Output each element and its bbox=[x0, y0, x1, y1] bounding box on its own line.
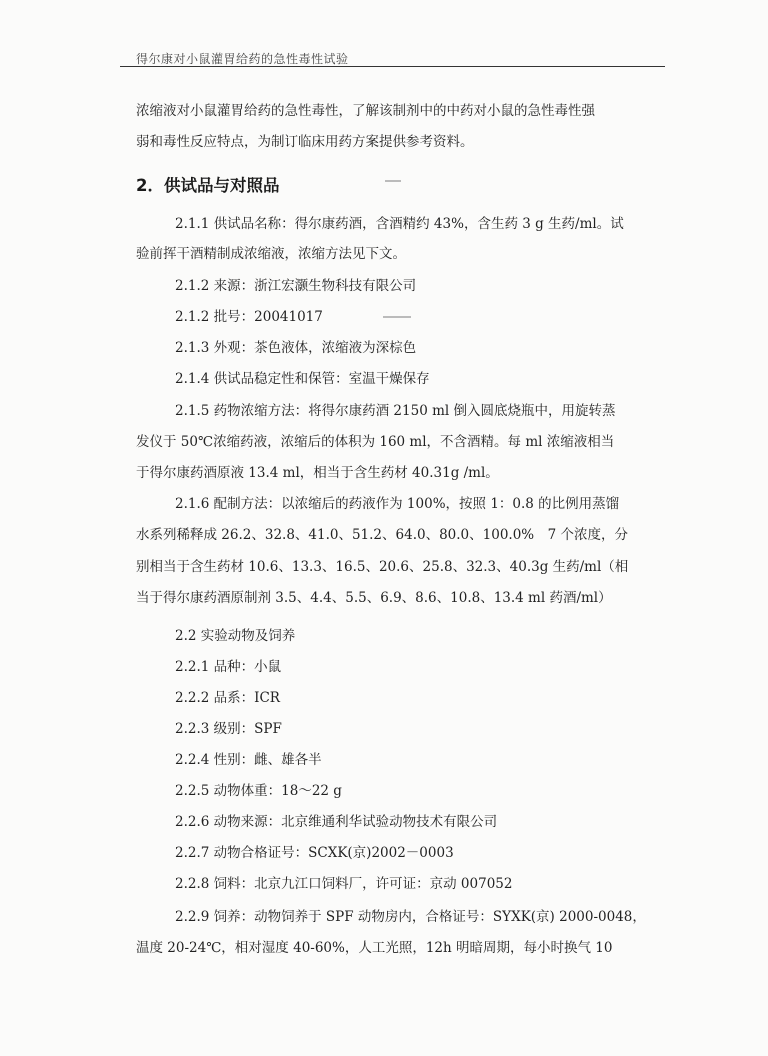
body-line: 2.1.1 供试品名称：得尔康药酒，含酒精约 43%，含生药 3 g 生药/ml。试 bbox=[175, 216, 624, 232]
body-line: 2.1.6 配制方法：以浓缩后的药液作为 100%，按照 1：0.8 的比例用蒸馏 bbox=[175, 496, 620, 512]
section-heading: 2．供试品与对照品 bbox=[136, 176, 280, 195]
body-line: 2.2.8 饲料：北京九江口饲料厂，许可证：京动 007052 bbox=[175, 876, 513, 892]
body-line: 2.1.3 外观：茶色液体，浓缩液为深棕色 bbox=[175, 340, 417, 356]
body-line: 2.2.6 动物来源：北京维通利华试验动物技术有限公司 bbox=[175, 814, 498, 830]
body-line: 验前挥干酒精制成浓缩液，浓缩方法见下文。 bbox=[136, 246, 406, 262]
running-header: 得尔康对小鼠灌胃给药的急性毒性试验 bbox=[136, 52, 349, 66]
header-rule bbox=[120, 66, 665, 67]
body-line: 发仪于 50℃浓缩药液，浓缩后的体积为 160 ml，不含酒精。每 ml 浓缩液相当 bbox=[136, 434, 615, 450]
body-line: 2.2.1 品种：小鼠 bbox=[175, 659, 282, 675]
body-line: 温度 20-24℃，相对湿度 40-60%，人工光照，12h 明暗周期，每小时换气 10 bbox=[136, 940, 613, 956]
body-line: 2.1.2 批号：20041017 bbox=[175, 309, 323, 325]
body-line: 2.2.7 动物合格证号：SCXK(京)2002－0003 bbox=[175, 845, 454, 861]
body-line: 2.2.5 动物体重：18～22 g bbox=[175, 783, 342, 799]
body-line: 2.1.4 供试品稳定性和保管：室温干燥保存 bbox=[175, 371, 430, 387]
body-line: 2.2.4 性别：雌、雄各半 bbox=[175, 752, 322, 768]
body-line: 2.1.5 药物浓缩方法：将得尔康药酒 2150 ml 倒入圆底烧瓶中，用旋转蒸 bbox=[175, 403, 616, 419]
scan-speck bbox=[383, 316, 411, 318]
body-line: 2.2.2 品系：ICR bbox=[175, 690, 280, 706]
intro-line: 弱和毒性反应特点，为制订临床用药方案提供参考资料。 bbox=[136, 134, 474, 150]
body-line: 2.1.2 来源：浙江宏灏生物科技有限公司 bbox=[175, 278, 417, 294]
body-line: 2.2.9 饲养：动物饲养于 SPF 动物房内，合格证号：SYXK(京) 2000-0048， bbox=[175, 909, 646, 925]
body-line: 当于得尔康药酒原制剂 3.5、4.4、5.5、6.9、8.6、10.8、13.4 ml 药酒/ml） bbox=[136, 590, 612, 606]
body-line: 2.2.3 级别：SPF bbox=[175, 721, 282, 737]
body-line: 于得尔康药酒原液 13.4 ml，相当于含生药材 40.31g /ml。 bbox=[136, 465, 499, 481]
scan-speck bbox=[385, 180, 401, 182]
body-line: 水系列稀释成 26.2、32.8、41.0、51.2、64.0、80.0、100.0% 7 个浓度，分 bbox=[136, 527, 628, 543]
intro-line: 浓缩液对小鼠灌胃给药的急性毒性，了解该制剂中的中药对小鼠的急性毒性强 bbox=[136, 103, 595, 119]
body-line: 2.2 实验动物及饲养 bbox=[175, 628, 296, 644]
body-line: 别相当于含生药材 10.6、13.3、16.5、20.6、25.8、32.3、40.3g 生药/ml（相 bbox=[136, 559, 629, 575]
